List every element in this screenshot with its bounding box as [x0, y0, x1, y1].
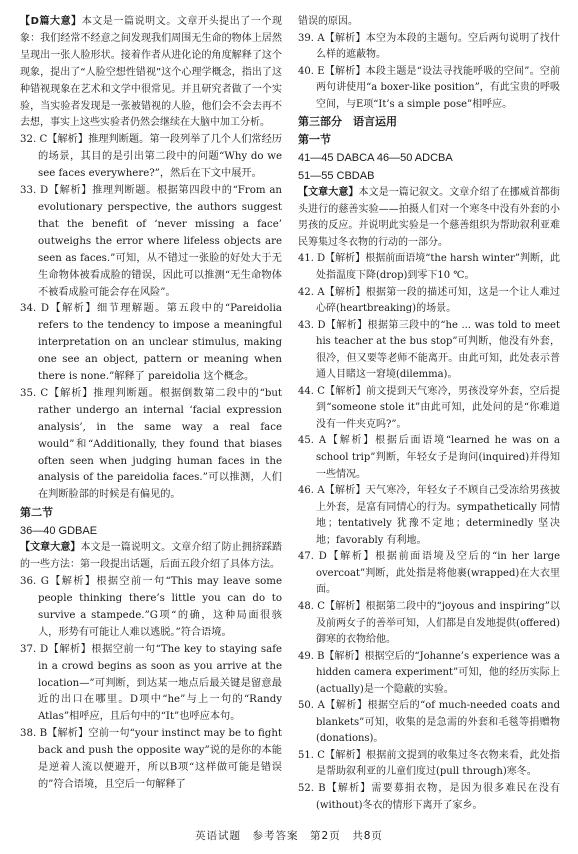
- right-column: [298, 14, 560, 814]
- cloze-gist-text: 本文是一篇记叙文。文章介绍了在挪威首都街头进行的慈善实验——拍摄人们对一个寒冬中没有外套的小男孩的反应。并说明此实验是一个慈善组织为帮助叙利亚难民筹集过冬衣物的行动的一部分。: [298, 187, 561, 248]
- section-2-gist: [20, 540, 282, 574]
- cloze-gist: [298, 185, 560, 251]
- left-column: [20, 14, 282, 794]
- answer-52: 52. B【解析】需要募捐衣物，是因为很多难民在没有(without)冬衣的情形下离开了家乡。: [298, 782, 560, 811]
- answer-49: 49. B【解析】根据空后的“Johanne’s experience was a hidden camera experiment”可知，他的经历实际上(actually)是一个隐蔽的实验。: [298, 650, 560, 695]
- part-3-title: 第三部分 语言运用: [298, 115, 397, 129]
- d-passage-gist-tag: 【D篇大意】: [20, 16, 82, 27]
- answers-51-55: 51—55 CBDAB: [298, 170, 375, 183]
- answers-41-50: 41—45 DABCA 46—50 ADCBA: [298, 152, 453, 165]
- answer-40: 40. E【解析】本段主题是“设法寻找能呼吸的空间”。空前两句讲使用“a boxer-like position”，有此宝贵的呼吸空间，与E项“It’s a simple pose”相呼应。: [298, 65, 560, 110]
- d-passage-gist-text: 本文是一篇说明文。文章开头提出了一个现象：我们经常不经意之间发现我们周围无生命的物体上居然呈现出一张人脸形状。接着作者从进化论的角度解释了这个现象，提出了“人脸空想性错视”这个心理学概念，指出了这种错视现象在艺术和文学中很常见。并且研究者做了一个实验，当实验者发现是一张被错视的人脸，他们会不会去再不去想，事实上这些实验者仍然会继续在大脑中加工分析。: [20, 16, 282, 129]
- answer-45: 45. A【解析】根据后面语境“learned he was on a school trip”判断，年轻女子是询问(inquired)并得知一些情况。: [298, 435, 560, 480]
- answer-36: 36. G【解析】根据空前一句“This may leave some people thinking there’s little you can do to survive a stampede.”G项“的确，这种局面很骇人，形势有可能让人难以逃脱。”符合语境。: [20, 576, 282, 638]
- answer-38: 38. B【解析】空前一句“your instinct may be to fight back and push the opposite way”说的是你的本能是逆着人流以便避开，所以B项“这样做可能是错误的”符合语境，且空后一句解释了: [20, 728, 282, 790]
- page-footer: 英语试题 参考答案 第2页 共8页: [195, 830, 383, 842]
- section-2-gist-text: 本文是一篇说明文。文章介绍了防止拥挤踩踏的一些方法：第一段提出话题，后面五段介绍了具体方法。: [20, 542, 283, 571]
- answer-32: 32. C【解析】推理判断题。第一段列举了几个人们常经历的场景，其目的是引出第二段中的问题“Why do we see faces everywhere?”，然后在下文中展开。: [20, 134, 282, 180]
- cloze-gist-tag: 【文章大意】: [298, 187, 359, 199]
- answer-51: 51. C【解析】根据前文提到的收集过冬衣物来看，此处指是帮助叙利亚的儿童们度过(pull through)寒冬。: [298, 749, 560, 778]
- answer-44: 44. C【解析】前文提到天气寒冷，男孩没穿外套，空后提到“someone stole it”由此可知，此处问的是“你难道没有一件夹克吗?”。: [298, 385, 560, 430]
- answer-key-page: [20, 14, 560, 818]
- answer-46: 46. A【解析】天气寒冷，年轻女子不顾自己受冻给男孩披上外套，是富有同情心的行为。sympathetically 同情地；tentatively 犹豫不定地；determinedly 坚决地；favorably 有利地。: [298, 485, 560, 546]
- answers-36-40: 36—40 GDBAE: [20, 525, 98, 538]
- answer-50: 50. A【解析】根据空后的“of much-needed coats and blankets”可知，收集的是急需的外套和毛毯等捐赠物(donations)。: [298, 700, 560, 745]
- answer-33: 33. D【解析】推理判断题。根据第四段中的“From an evolutionary perspective, the authors suggest that the benefit of ‘never missing a face’ outweighs the error where lifeless objects are seen as faces.”可知，从不错过一张脸的好处大于无生命物体被看成脸的错误，因此可以推测“无生命物体不被看成脸可能会存在风险”。: [20, 185, 282, 298]
- d-passage-gist: [20, 14, 282, 132]
- answer-37: 37. D【解析】根据空前一句“The key to staying safe in a crowd begins as soon as you arrive at the location—”可判断，到达某一地点后最关键是留意最近的出口在哪里。D项中“he”与上一句的“Randy Atlas”相呼应，且后句中的“It”也呼应本句。: [20, 643, 282, 723]
- answer-35: 35. C【解析】推理判断题。根据倒数第二段中的“but rather undergo an internal ‘facial expression analysis’, in the same way a real face would”和“Additionally, they found that biases often seen when judging human faces in the analysis of the pareidolia faces.”可以推测，人们在判断脸部的时候是有偏见的。: [20, 387, 282, 501]
- section-1-title: 第一节: [298, 133, 331, 147]
- section-2-gist-tag: 【文章大意】: [20, 542, 81, 554]
- answer-34: 34. D【解析】细节理解题。第五段中的“Pareidolia refers to the tendency to impose a meaningful interpretation on an unclear stimulus, making one see an object, pattern or meaning when there is none.”解释了 pareidolia 这个概念。: [20, 303, 282, 383]
- answer-41: 41. D【解析】根据前面语境“the harsh winter”判断，此处指温度下降(drop)到零下10 ℃。: [298, 253, 560, 282]
- answer-38-continued: 错误的原因。: [298, 16, 358, 27]
- section-2-title: 第二节: [20, 506, 53, 520]
- answer-42: 42. A【解析】根据第一段的描述可知，这是一个让人难过心碎(heartbreaking)的场景。: [298, 286, 560, 315]
- answer-43: 43. D【解析】根据第三段中的“he ... was told to meet his teacher at the bus stop”可判断，他没有外套，很冷，但又要等老师不能离开。由此可知，此处表示普通人目睹这一窘境(dilemma)。: [298, 319, 560, 381]
- answer-47: 47. D【解析】根据前面语境及空后的“in her large overcoat”判断，此处指是将他裹(wrapped)在大衣里面。: [298, 551, 560, 596]
- answer-48: 48. C【解析】根据第二段中的“joyous and inspiring”以及前两女子的善举可知，人们都是自发地提供(offered)御寒的衣物给他。: [298, 600, 560, 646]
- answer-39: 39. A【解析】本空为本段的主题句。空后两句说明了找什么样的遮蔽物。: [298, 32, 560, 61]
